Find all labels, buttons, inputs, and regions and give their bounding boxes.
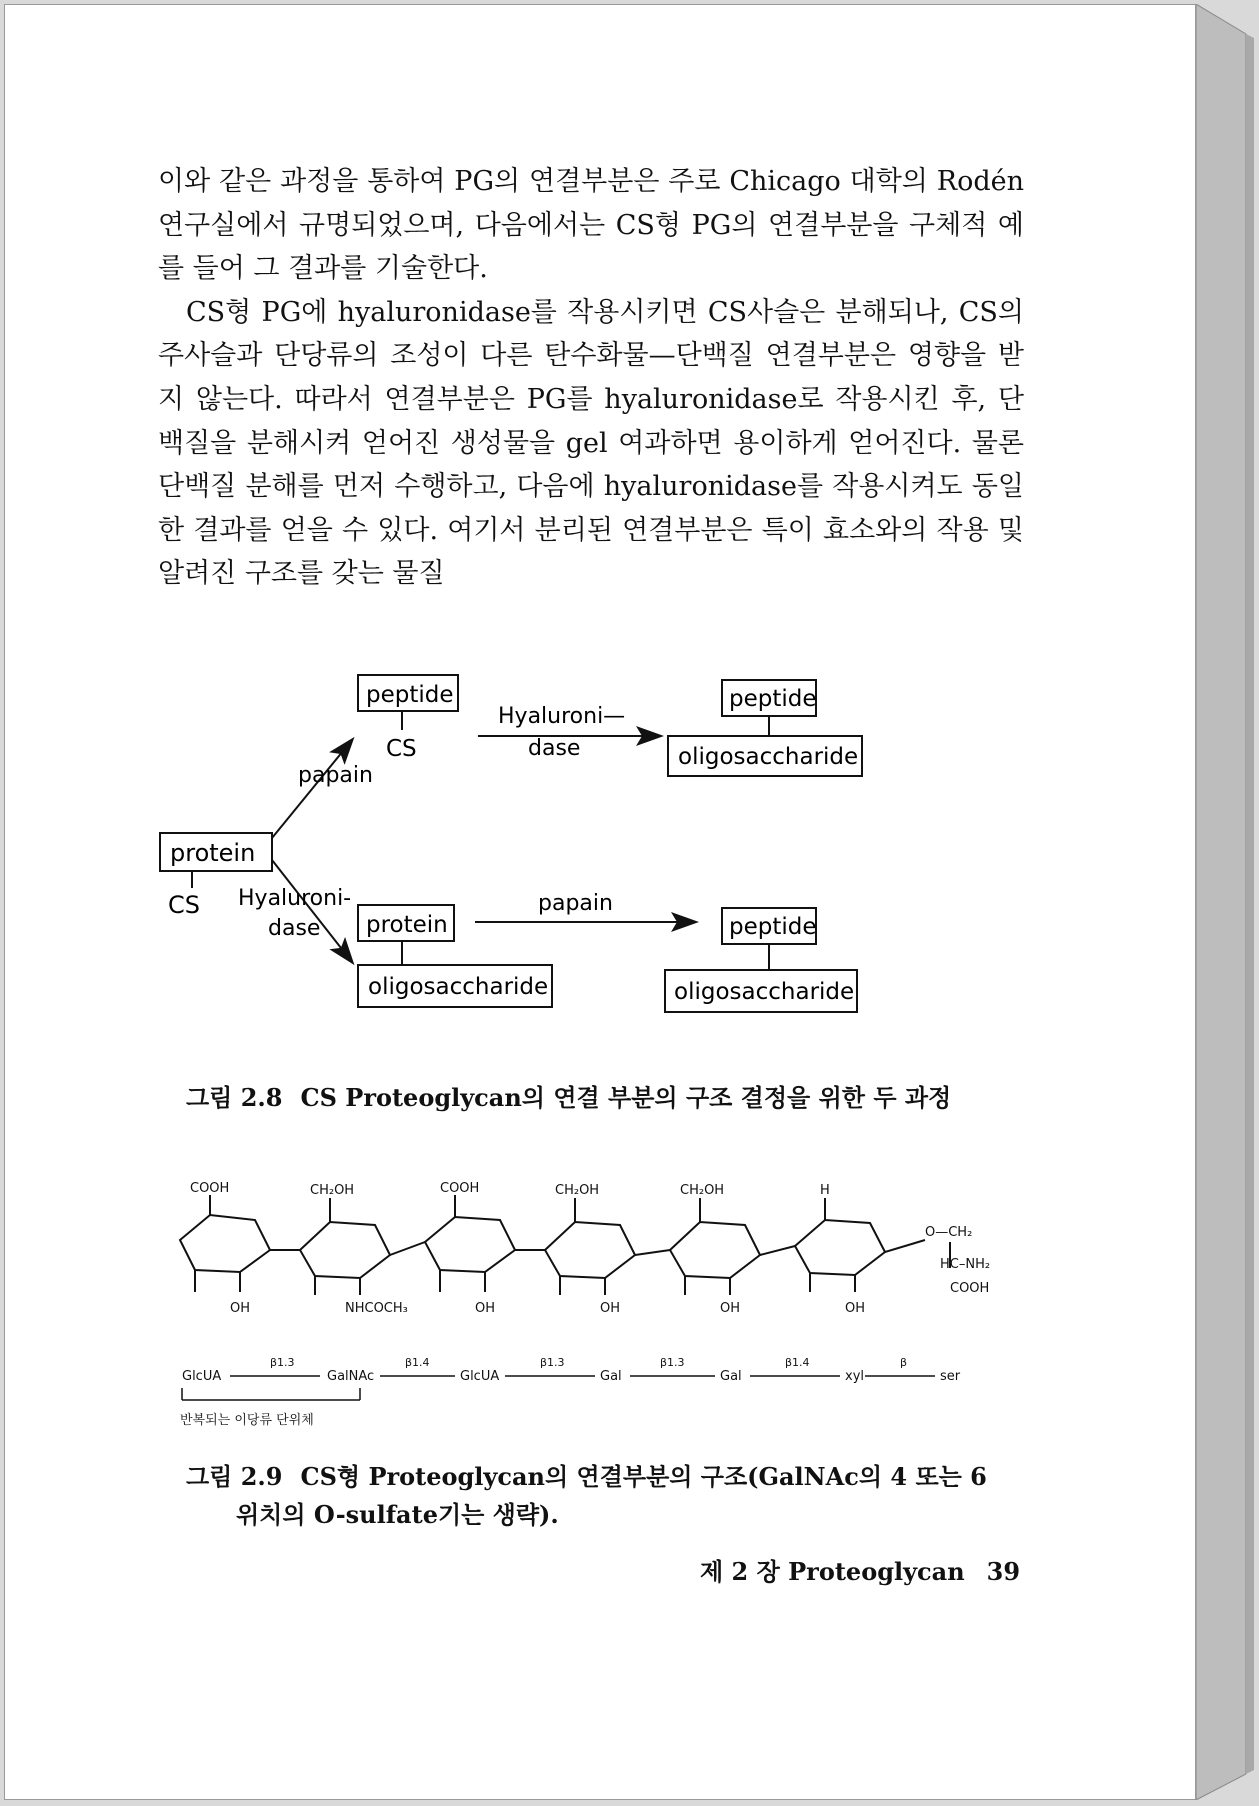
link-1: β1.3 [270, 1356, 295, 1369]
upper-branch-label: papain [298, 763, 373, 788]
top-group-3: COOH [440, 1181, 480, 1196]
page-number: 39 [986, 1557, 1021, 1586]
top-group-5: CH₂OH [680, 1183, 725, 1198]
chain-5: Gal [720, 1369, 742, 1384]
peptide-cs-label: peptide [366, 682, 454, 708]
lower-arrow-label: papain [538, 891, 613, 916]
bottom-group-6: OH [845, 1301, 866, 1316]
chain-1: GlcUA [182, 1369, 222, 1384]
top-group-4: CH₂OH [555, 1183, 600, 1198]
link-6: β [900, 1356, 908, 1369]
upper-arrow-label-1: Hyaluroni— [498, 704, 626, 729]
chain-7: ser [940, 1369, 961, 1384]
chain-4: Gal [600, 1369, 622, 1384]
protein-cs-label: CS [168, 891, 200, 919]
bottom-group-1: NHCOCH₃ [345, 1301, 408, 1316]
linkage-chain [182, 1356, 961, 1384]
top-group-1: COOH [190, 1181, 230, 1196]
serine-group-2: HC–NH₂ [940, 1257, 991, 1272]
chapter-title: 제 2 장 Proteoglycan [700, 1557, 965, 1586]
protein-oligo-top: protein [366, 912, 448, 938]
bottom-group-3: OH [475, 1301, 496, 1316]
upper-result-oligo: oligosaccharide [678, 744, 859, 770]
bottom-group-4: OH [600, 1301, 621, 1316]
upper-result-peptide: peptide [729, 686, 817, 712]
page-footer [700, 1552, 1020, 1587]
protein-oligo-bottom: oligosaccharide [368, 974, 549, 1000]
top-group-2: CH₂OH [310, 1183, 355, 1198]
paragraph-1: 이와 같은 과정을 통하여 PG의 연결부분은 주로 Chicago 대학의 Rodén 연구실에서 규명되었으며, 다음에서는 CS형 PG의 연결부분을 구체적 예를 들어 그 결과를 기술한다. [158, 166, 1024, 285]
lower-branch-label-2: dase [268, 916, 321, 941]
bottom-group-2: OH [230, 1301, 251, 1316]
caption-2-number: 그림 2.9 [186, 1462, 283, 1491]
link-3: β1.3 [540, 1356, 565, 1369]
repeat-unit-label: 반복되는 이당류 단위체 [180, 1413, 314, 1428]
caption-1-number: 그림 2.8 [186, 1083, 283, 1112]
lower-branch-arrow [272, 860, 352, 962]
upper-arrow-label-2: dase [528, 736, 581, 761]
figure-2-8-caption [186, 1078, 951, 1113]
lower-result-peptide: peptide [729, 914, 817, 940]
caption-2-line-2: 위치의 O-sulfate기는 생략). [236, 1500, 559, 1529]
link-2: β1.4 [405, 1356, 430, 1369]
link-4: β1.3 [660, 1356, 685, 1369]
figure-2-8-diagram [150, 660, 1010, 1060]
caption-2-line-1: CS형 Proteoglycan의 연결부분의 구조(GalNAc의 4 또는 6 [300, 1462, 987, 1491]
peptide-cs-cs: CS [386, 736, 417, 762]
caption-1-text: CS Proteoglycan의 연결 부분의 구조 결정을 위한 두 과정 [300, 1083, 952, 1112]
chain-3: GlcUA [460, 1369, 500, 1384]
paragraph-2: CS형 PG에 hyaluronidase를 작용시키면 CS사슬은 분해되나, CS의 주사슬과 단당류의 조성이 다른 탄수화물—단백질 연결부분은 영향을 받지 않는다. 따라서 연결부분은 PG를 hyaluronidase로 작용시킨 후, 단백질을 분해시켜 얻어진 생성물을 gel 여과하면 용이하게 얻어진다. 물론 단백질 분해를 먼저 수행하고, 다음에 hyaluronidase를 작용시켜도 동일한 결과를 얻을 수 있다. 여기서 분리된 연결부분은 특이 효소와의 작용 및 알려진 구조를 갖는 물질 [158, 296, 1024, 590]
lower-result-oligo: oligosaccharide [674, 979, 855, 1005]
bottom-group-5: OH [720, 1301, 741, 1316]
body-text [158, 160, 1024, 596]
link-5: β1.4 [785, 1356, 810, 1369]
chain-6: xyl [845, 1369, 864, 1384]
sugar-rings [180, 1195, 950, 1295]
figure-2-9-structure [160, 1180, 1020, 1440]
serine-group-3: COOH [950, 1281, 990, 1296]
book-spine [1196, 4, 1254, 1800]
upper-branch-arrow [272, 740, 352, 838]
chain-2: GalNAc [327, 1369, 375, 1384]
protein-label: protein [170, 839, 256, 867]
top-group-6: H [820, 1183, 830, 1198]
lower-branch-label-1: Hyaluroni- [238, 886, 352, 911]
serine-group-1: O—CH₂ [925, 1225, 973, 1240]
figure-2-9-caption [186, 1458, 987, 1534]
